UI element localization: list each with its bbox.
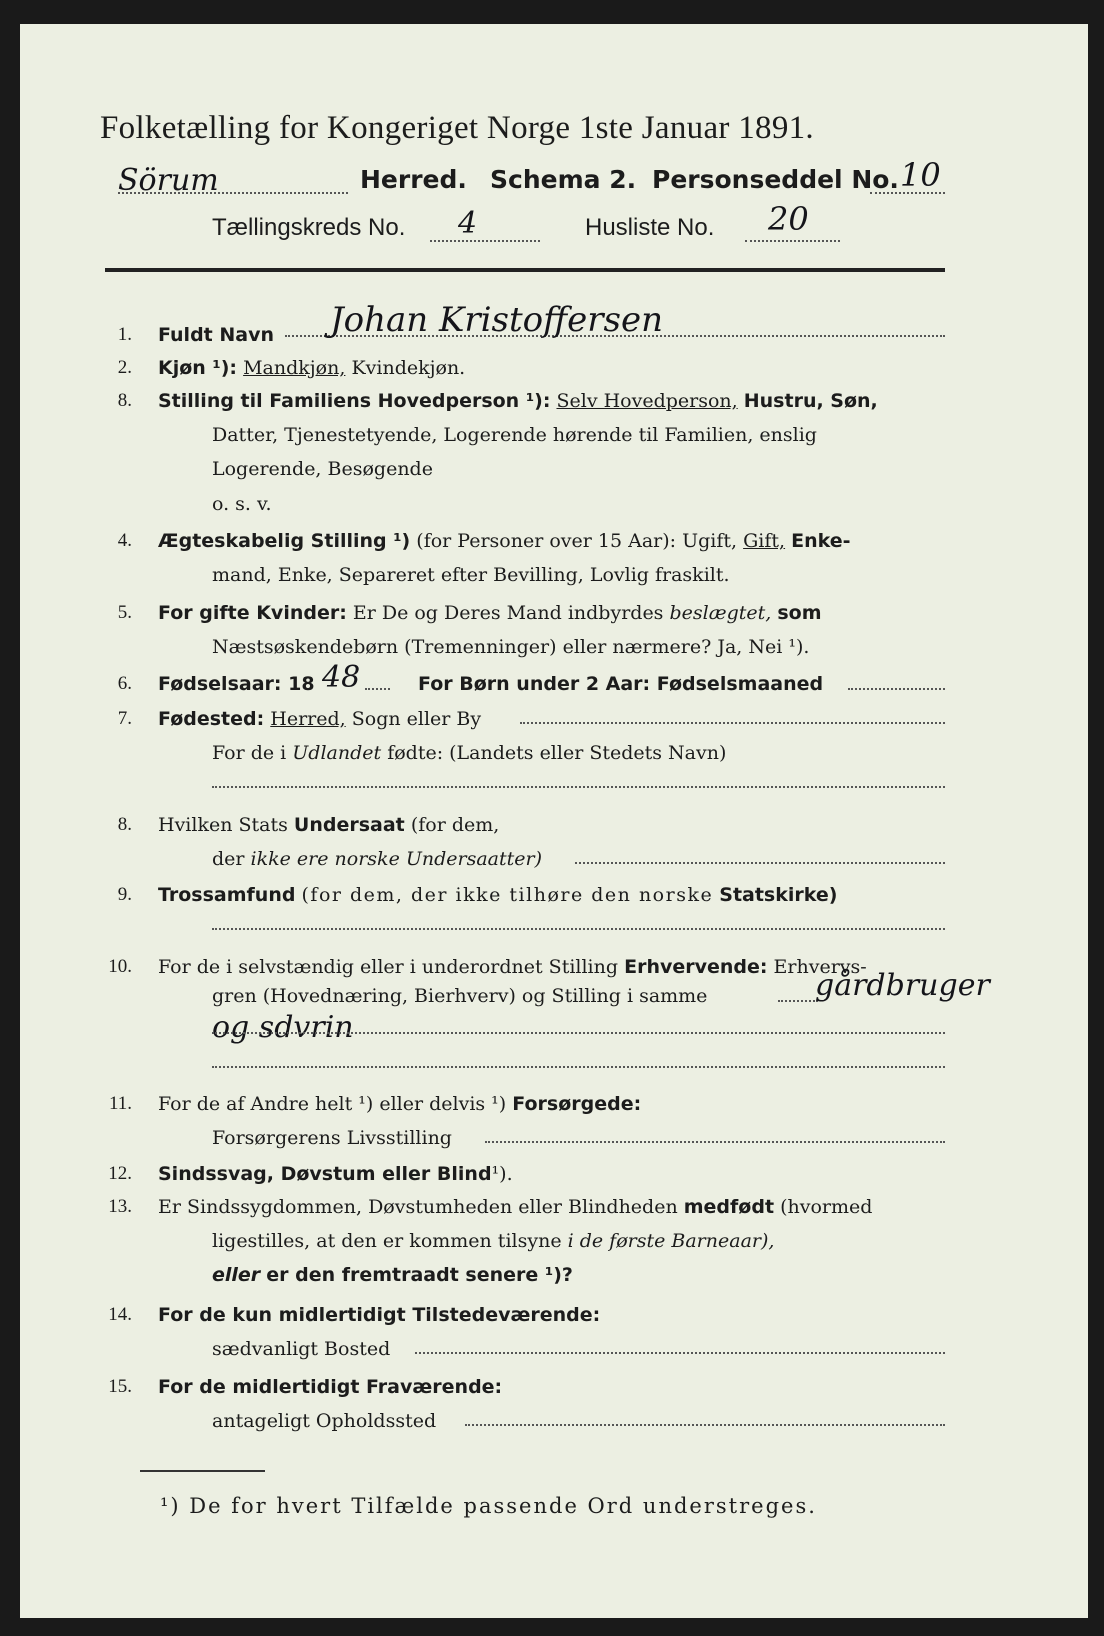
q3-line4: o. s. v. (212, 493, 272, 515)
q6-label: Fødselsaar: 18 (158, 673, 315, 695)
q4-line2: mand, Enke, Separeret efter Bevilling, Lovlig fraskilt. (212, 564, 730, 586)
q5-line2: Næstsøskendebørn (Tremenninger) eller nærmere? Ja, Nei ¹). (212, 636, 810, 658)
q13-line2-italic: i de første Barneaar), (567, 1230, 775, 1252)
q5-label: For gifte Kvinder: (158, 602, 347, 624)
footnote-rule (140, 1470, 265, 1472)
q7-label: Fødested: (158, 708, 265, 730)
q7-line2-b: fødte: (Landets eller Stedets Navn) (387, 742, 727, 764)
q11-line1-a: For de af Andre helt ¹) eller delvis ¹) (158, 1093, 507, 1115)
q13-line1-a: Er Sindssygdommen, Døvstumheden eller Blindheden (158, 1196, 678, 1218)
q8-number: 8. (117, 814, 132, 835)
q8-label-b: Undersaat (293, 814, 405, 836)
q7-line2 (212, 742, 726, 764)
q2-number: 2. (117, 357, 132, 378)
q4-text: (for Personer over 15 Aar): Ugift, (416, 530, 738, 552)
q5-number: 5. (117, 602, 132, 623)
q6-number: 6. (117, 673, 132, 694)
q10-line2: gren (Hovednæring, Bierhverv) og Stilling i samme (212, 985, 708, 1007)
q5-line1 (158, 602, 822, 624)
husliste-label: Husliste No. (585, 214, 715, 241)
q2-label: Kjøn ¹): (158, 357, 238, 379)
q13-line2 (212, 1230, 774, 1252)
q12-line1 (158, 1163, 513, 1185)
q10-line1-b: Erhvervende: (624, 956, 768, 978)
q5-end: som (777, 602, 822, 624)
q8-dotline (575, 862, 945, 864)
personseddel-value: 10 (900, 156, 941, 194)
q13-line1-b: medfødt (683, 1196, 775, 1218)
q8-line1 (158, 814, 499, 836)
q9-rest: (for dem, der ikke tilhøre den norske (301, 884, 714, 906)
q7-line2-a: For de i (212, 742, 287, 764)
q10-number: 10. (108, 956, 132, 977)
q8-line2 (212, 848, 542, 870)
q15-label: For de midlertidigt Fraværende: (158, 1376, 503, 1398)
personseddel-label: Personseddel No. (652, 165, 899, 194)
taellingskreds-dotline (430, 240, 540, 242)
q6-dotline-b (848, 688, 945, 690)
q8-line1-end: (for dem, (410, 814, 500, 836)
q3-line1 (158, 390, 878, 412)
q5-text: Er De og Deres Mand indbyrdes (352, 602, 664, 624)
q12-label: Sindssvag, Døvstum eller Blind (158, 1163, 492, 1185)
q9-number: 9. (117, 884, 132, 905)
q3-label: Stilling til Familiens Hovedperson ¹): (158, 390, 551, 412)
q5-italic: beslægtet, (669, 602, 772, 624)
q11-line2: Forsørgerens Livsstilling (212, 1127, 452, 1149)
q10-line1-a: For de i selvstændig eller i underordnet Stilling (158, 956, 619, 978)
q3-number: 8. (117, 390, 132, 411)
q13-line3-italic: eller (212, 1264, 261, 1286)
q6-dotline-a (365, 688, 390, 690)
taellingskreds-label: Tællingskreds No. (212, 214, 406, 241)
q11-line1-b: Forsørgede: (512, 1093, 642, 1115)
q13-line1-c: (hvormed (780, 1196, 873, 1218)
q13-number: 13. (108, 1196, 132, 1217)
q10-dotline-b (212, 1032, 945, 1034)
q10-line1 (158, 956, 867, 978)
q4-number: 4. (117, 530, 132, 551)
q14-line2: sædvanligt Bosted (212, 1338, 391, 1360)
q10-dotline-a (778, 1000, 818, 1002)
q9-line1 (158, 884, 837, 906)
q1-label: Fuldt Navn (158, 324, 275, 346)
q10-value-occupation: gårdbruger (815, 968, 990, 1003)
q13-line1 (158, 1196, 872, 1218)
schema-label: Schema 2. (490, 165, 637, 194)
q10-dotline-c (212, 1066, 945, 1068)
q9-label: Trossamfund (158, 884, 296, 906)
q4-label: Ægteskabelig Stilling ¹) (158, 530, 411, 552)
q9-dotline (212, 928, 945, 930)
q3-option-selv-hovedperson: Selv Hovedperson, (556, 390, 738, 412)
q7-dotline-a (520, 722, 945, 724)
q7-rest: Sogn eller By (351, 708, 482, 730)
husliste-value: 20 (768, 200, 809, 238)
q7-dotline-b (212, 786, 945, 788)
q3-line3: Logerende, Besøgende (212, 458, 433, 480)
q10-value-continuation: og sdvrin (212, 1010, 354, 1045)
q11-line1 (158, 1093, 641, 1115)
herred-label: Herred. (360, 165, 467, 194)
q8-line2-italic: ikke ere norske Undersaatter) (250, 848, 543, 870)
q9-end: Statskirke) (719, 884, 838, 906)
q14-number: 14. (108, 1304, 132, 1325)
q2-option-mandkjon: Mandkjøn, (243, 357, 346, 379)
q6-year-value: 48 (322, 660, 361, 695)
q1-name-value: Johan Kristoffersen (330, 300, 664, 340)
q6-rest: For Børn under 2 Aar: Fødselsmaaned (418, 673, 824, 695)
q15-line2: antageligt Opholdssted (212, 1410, 437, 1432)
q3-options-rest: Hustru, Søn, (743, 390, 878, 412)
footnote: ¹) De for hvert Tilfælde passende Ord understreges. (160, 1494, 817, 1518)
q12-number: 12. (108, 1163, 132, 1184)
herred-value: Sörum (118, 163, 219, 198)
q7-line2-italic: Udlandet (292, 742, 382, 764)
q14-label: For de kun midlertidigt Tilstedeværende: (158, 1304, 601, 1326)
header-rule (105, 268, 945, 272)
q3-line2: Datter, Tjenestetyende, Logerende hørende til Familien, enslig (212, 424, 817, 446)
q7-line1 (158, 708, 481, 730)
q4-end: Enke- (791, 530, 851, 552)
herred-dotline (118, 192, 348, 194)
q4-option-gift: Gift, (743, 530, 786, 552)
q15-number: 15. (108, 1376, 132, 1397)
q12-end: ¹). (491, 1163, 513, 1185)
q7-option-herred: Herred, (270, 708, 346, 730)
q11-number: 11. (108, 1093, 132, 1114)
q11-dotline (485, 1141, 945, 1143)
q4-line1 (158, 530, 851, 552)
q10-line1-c: Erhvervs- (773, 956, 867, 978)
husliste-dotline (745, 240, 840, 242)
q15-dotline (465, 1424, 945, 1426)
form-title: Folketælling for Kongeriget Norge 1ste Januar 1891. (100, 110, 814, 146)
q13-line2-a: ligestilles, at den er kommen tilsyne (212, 1230, 562, 1252)
q13-line3-b: er den fremtraadt senere ¹)? (266, 1264, 573, 1286)
q13-line3 (212, 1264, 573, 1286)
q1-number: 1. (117, 324, 132, 345)
taellingskreds-value: 4 (458, 206, 478, 241)
q8-label-a: Hvilken Stats (158, 814, 288, 836)
q8-line2-a: der (212, 848, 245, 870)
q2-option-kvindekjon: Kvindekjøn. (351, 357, 466, 379)
q7-number: 7. (117, 708, 132, 729)
q14-dotline (415, 1352, 945, 1354)
q2-line (158, 357, 465, 379)
